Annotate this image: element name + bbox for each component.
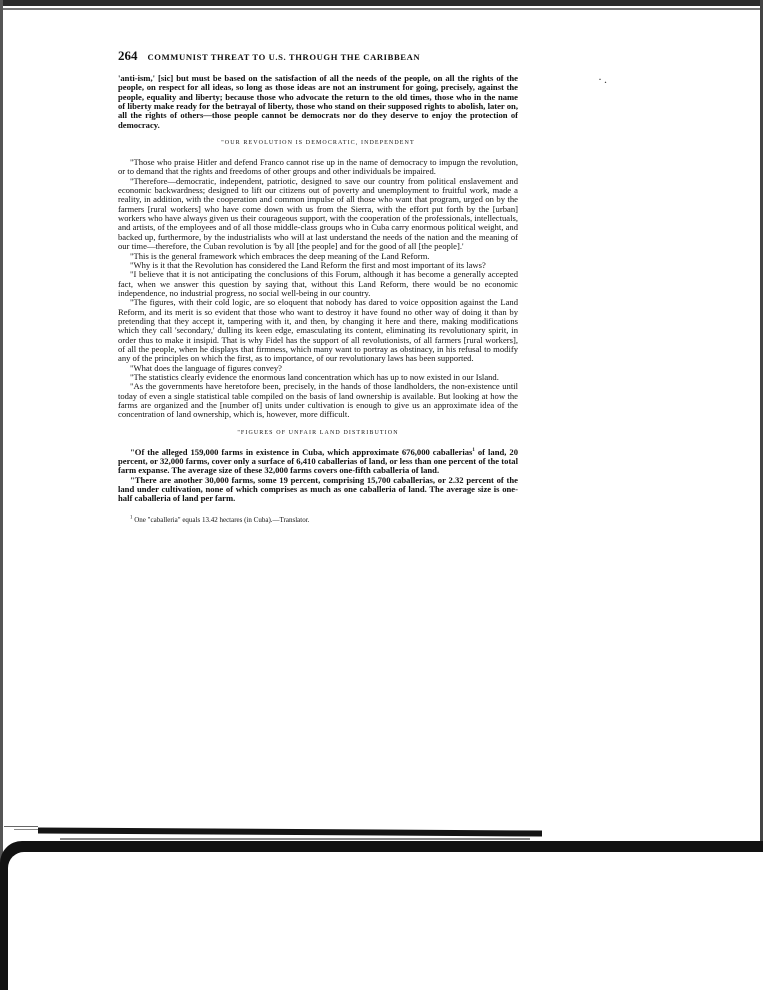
paragraph: "The statistics clearly evidence the enormous land concentration which has up to now existed in our Island. — [130, 371, 499, 382]
paragraph: "There are another 30,000 farms, some 19 percent, comprising 15,700 caballerias, or 2.32 percent of the land under cultivation, none of which comprises as much as one caballeria of land. The average size is one-half caballeria of land per farm. — [118, 474, 518, 504]
scan-speck: ·. — [598, 72, 609, 86]
scan-bottom-blank — [8, 852, 763, 990]
paragraph: "I believe that it is not anticipating the conclusions of this Forum, although it has become a generally accepted fact, when we answer this question by saying that, without this Land Reform, there would be no economic independence, no industrial progress, no social well-being in our country. — [118, 269, 518, 298]
scan-top-edge-line — [0, 8, 763, 10]
paragraph: "Those who praise Hitler and defend Franco cannot rise up in the name of democracy to impugn the revolution, or to demand that the rights and freedoms of other groups and other individuals be impaired. — [118, 157, 518, 177]
paragraph: "What does the language of figures convey? — [130, 362, 282, 373]
middle-block — [118, 158, 518, 420]
running-head: COMMUNIST THREAT TO U.S. THROUGH THE CARIBBEAN — [147, 52, 421, 62]
footnote — [118, 516, 518, 525]
page-header — [118, 48, 518, 68]
paragraph: "As the governments have heretofore been, precisely, in the hands of those landholders, the non-existence until today of even a single statistical table compiled on the basis of land ownership is available. But looking at how the farms are organized and the [number of] units under cultivation is enough to give us an approximate idea of the concentration of land ownership, which is, however, more difficult. — [118, 381, 518, 420]
page-number: 264 — [118, 48, 138, 63]
paragraph-text: of land, 20 percent, or 32,000 farms, cover only a surface of 6,410 caballerias of land, or less than one percent of the total farm expanse. The average size of these 32,000 farms covers one-fifth caballeria of land. — [118, 446, 518, 476]
scan-top-edge — [0, 0, 763, 6]
paragraph: 'anti-ism,' [sic] but must be based on the satisfaction of all the needs of the people, on all the rights of the people, on respect for all ideas, so long as those ideas are not an instrument for going, precisely, against the people, equality and liberty; because those who advocate the return to the old times, those who in the name of liberty make ready for the betrayal of liberty, those who stand on their supposed rights to abolish, later on, all the rights of others—those people cannot be democrats nor do they deserve to enjoy the protection of democracy. — [118, 73, 518, 130]
paragraph: "This is the general framework which embraces the deep meaning of the Land Reform. — [130, 250, 430, 261]
footnote-ref: 1 — [472, 447, 475, 453]
scan-left-edge — [0, 0, 3, 990]
scan-page-edge-shadow — [60, 838, 530, 840]
top-block — [118, 74, 518, 130]
paragraph: "The figures, with their cold logic, are so eloquent that nobody has dared to voice opposition against the Land Reform, and its merit is so evident that those who want to destroy it have found no other way of doing it than by pretending that they accept it, tampering with it, and then, by changing it here and there, making modifications which they call 'secondary,' dulling its keen edge, emasculating its content, eliminating its revolutionary spirit, in order thus to make it insipid. That is why Fidel has the support of all revolutionists, of all farmers [rural workers], of all the people, when he displays that firmness, which many want to portray as obstinacy, in his refusal to modify any of the principles on which the first, as to importance, of our revolutionary laws has been supported. — [118, 297, 518, 364]
scan-rule-dash — [4, 826, 38, 827]
bottom-block — [118, 448, 518, 504]
paragraph — [118, 448, 518, 476]
paragraph: "Why is it that the Revolution has considered the Land Reform the first and most important of its laws? — [130, 259, 486, 270]
footnote-mark: 1 — [130, 515, 133, 521]
scan-page-edge-rule — [38, 827, 542, 836]
paragraph: "Therefore—democratic, independent, patriotic, designed to save our country from political enslavement and economic backwardness; designed to lift our citizens out of poverty and unemployment to fruitful work, made a reality, in addition, with the cooperation and common impulse of all those who want that program, urged on by the farmers [rural workers] who have come down with us from the Sierra, with the effort put forth by the [urban] workers who have always given us their courageous support, with the cooperation of the professionals, intellectuals, and artists, of the employees and of all those middle-class groups who in Cuba carry enormous political weight, and backed up, furthermore, by the industrialists who will at last understand the needs of the nation and the meaning of our time—therefore, the Cuban revolution is 'by all [the people] and for the good of all [the people].' — [118, 175, 518, 252]
scan-rule-dash — [14, 829, 38, 830]
paragraph-text: "Of the alleged 159,000 farms in existence in Cuba, which approximate 676,000 caballerias — [130, 446, 473, 457]
document-page — [118, 48, 518, 525]
section-heading-figures: "FIGURES OF UNFAIR LAND DISTRIBUTION — [237, 429, 399, 436]
section-heading-democratic: "OUR REVOLUTION IS DEMOCRATIC, INDEPENDENT — [221, 140, 415, 147]
footnote-text: One "caballeria" equals 13.42 hectares (in Cuba).—Translator. — [132, 515, 310, 524]
